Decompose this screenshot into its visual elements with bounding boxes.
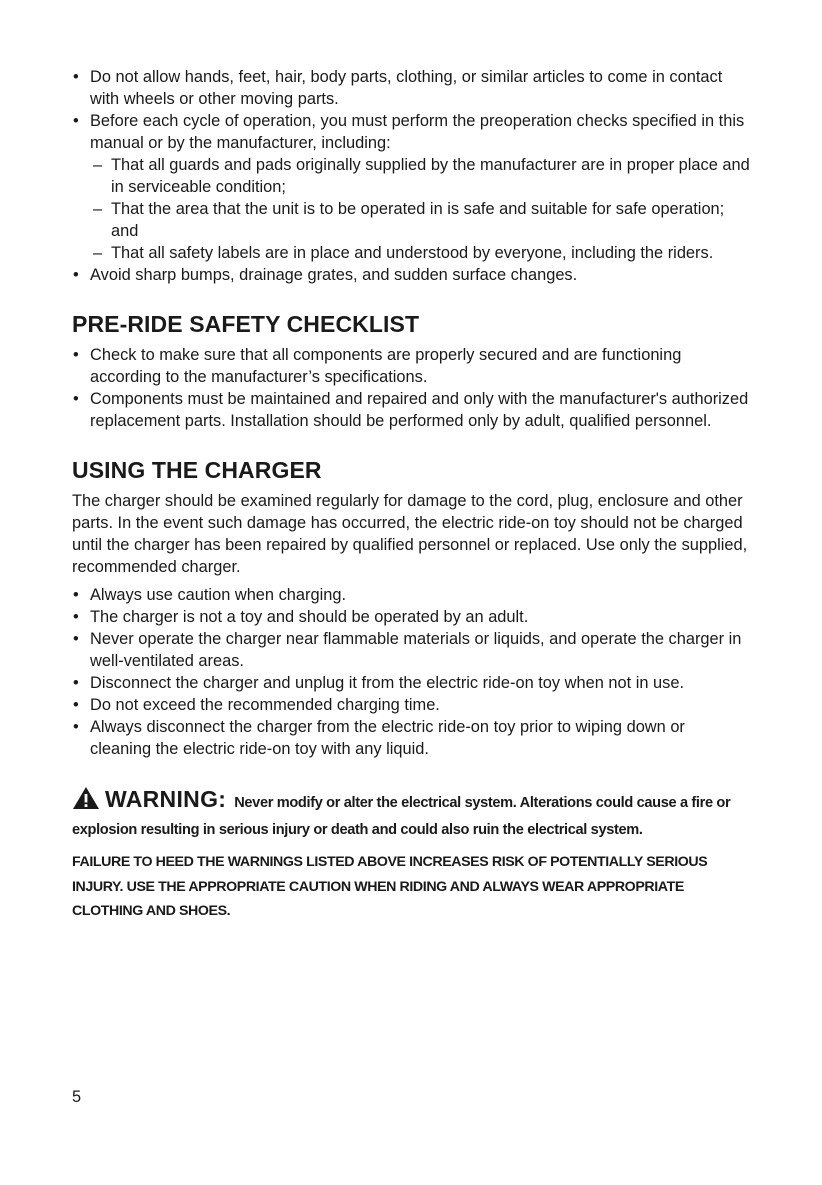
warning-statement <box>72 786 750 842</box>
sub-item-list <box>90 154 750 264</box>
bullet-item: • Always use caution when charging. <box>72 584 750 606</box>
bullet-item: • Do not allow hands, feet, hair, body parts, clothing, or similar articles to come in contact with wheels or other moving parts. <box>72 66 750 110</box>
page-number: 5 <box>72 1088 82 1106</box>
caps-notice: FAILURE TO HEED THE WARNINGS LISTED ABOVE INCREASES RISK OF POTENTIALLY SERIOUS INJURY. USE THE APPROPRIATE CAUTION WHEN RIDING AND ALWAYS WEAR APPROPRIATE CLOTHING AND SHOES. <box>72 854 708 919</box>
bullet-item: • The charger is not a toy and should be operated by an adult. <box>72 606 750 628</box>
warning-text: Never modify or alter the electrical system. Alterations could cause a fire or explosion resulting in serious injury or death and could also ruin the electrical system. <box>72 795 731 838</box>
sub-item: – That all guards and pads originally supplied by the manufacturer are in proper place and in serviceable condition; <box>90 154 750 198</box>
bullet-item: • Never operate the charger near flammable materials or liquids, and operate the charger in well-ventilated areas. <box>72 628 750 672</box>
warning-label: WARNING: <box>105 786 227 812</box>
warning-triangle-icon <box>72 786 100 818</box>
bullet-item: • Before each cycle of operation, you must perform the preoperation checks specified in this manual or by the manufacturer, including: – That all guards and pads originally supplied by the manufacturer are in proper place and in serviceable condition; – That the area that the unit is to be operated in is safe and suitable for safe operation; and – That all safety labels are in place and understood by everyone, including the riders. <box>72 110 750 264</box>
intro-bullet-list <box>72 66 750 286</box>
checklist-bullet-list <box>72 344 750 432</box>
warning-block <box>72 786 750 924</box>
charger-bullet-list <box>72 584 750 760</box>
sub-item: – That all safety labels are in place and understood by everyone, including the riders. <box>90 242 750 264</box>
sub-item: – That the area that the unit is to be operated in is safe and suitable for safe operation; and <box>90 198 750 242</box>
bullet-item: • Disconnect the charger and unplug it from the electric ride-on toy when not in use. <box>72 672 750 694</box>
checklist-heading: PRE-RIDE SAFETY CHECKLIST <box>72 311 420 337</box>
bullet-item: • Components must be maintained and repaired and only with the manufacturer's authorized replacement parts. Installation should be performed only by adult, qualified personnel. <box>72 388 750 432</box>
manual-page-content <box>72 66 750 924</box>
bullet-item: • Avoid sharp bumps, drainage grates, and sudden surface changes. <box>72 264 750 286</box>
charger-paragraph: The charger should be examined regularly for damage to the cord, plug, enclosure and other parts. In the event such damage has occurred, the electric ride-on toy should not be charged until the charger has been repaired by qualified personnel or replaced. Use only the supplied, recommended charger. <box>72 492 748 576</box>
bullet-item: • Check to make sure that all components are properly secured and are functioning according to the manufacturer’s specifications. <box>72 344 750 388</box>
bullet-item: • Do not exceed the recommended charging time. <box>72 694 750 716</box>
bullet-item: • Always disconnect the charger from the electric ride-on toy prior to wiping down or cleaning the electric ride-on toy with any liquid. <box>72 716 750 760</box>
charger-heading: USING THE CHARGER <box>72 457 322 483</box>
